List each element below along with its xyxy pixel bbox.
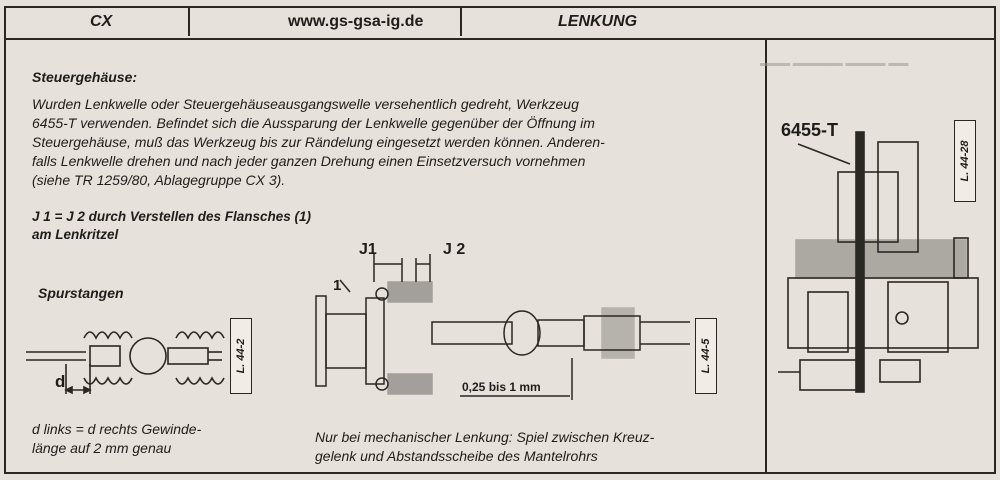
figure-label-l44-28 xyxy=(954,120,976,202)
header-bar xyxy=(6,8,994,40)
flansch-instruction: J 1 = J 2 durch Verstellen des Flansches (1) xyxy=(32,209,311,224)
spurstangen-caption: d links = d rechts Gewinde- xyxy=(32,421,202,437)
figure-label-l44-5 xyxy=(695,318,717,394)
j1-label: J1 xyxy=(359,241,377,258)
steuergehaeuse-line: (siehe TR 1259/80, Ablagegruppe CX 3). xyxy=(32,172,286,188)
spurstangen-caption: länge auf 2 mm genau xyxy=(32,440,172,456)
play-dimension-label: 0,25 bis 1 mm xyxy=(462,380,541,394)
steuergehaeuse-line: falls Lenkwelle drehen und nach jeder ganzen Drehung einen Einsetzversuch vornehmen xyxy=(32,153,586,169)
figure-label-l44-2 xyxy=(230,318,252,394)
dimension-d-label: d xyxy=(55,372,66,391)
figure-label-text: L. 44-5 xyxy=(700,338,712,374)
coupling-caption: gelenk und Abstandsscheibe des Mantelrohrs xyxy=(315,448,598,464)
part-number-1: 1 xyxy=(333,277,342,294)
steuergehaeuse-line: Steuergehäuse, muß das Werkzeug bis zur Rändelung eingesetzt werden können. Anderen- xyxy=(32,134,605,150)
steuergehaeuse-line: 6455-T verwenden. Befindet sich die Aussparung der Lenkwelle gegenüber der Öffnung im xyxy=(32,115,595,131)
coupling-caption: Nur bei mechanischer Lenkung: Spiel zwischen Kreuz- xyxy=(315,429,655,445)
spurstangen-heading: Spurstangen xyxy=(38,285,124,301)
tool-6455-t-label: 6455-T xyxy=(781,120,839,140)
j2-label: J 2 xyxy=(443,241,466,258)
figure-label-text: L. 44-2 xyxy=(235,338,247,374)
steuergehaeuse-line: Wurden Lenkwelle oder Steuergehäuseausgangswelle versehentlich gedreht, Werkzeug xyxy=(32,96,579,112)
flansch-instruction: am Lenkritzel xyxy=(32,227,119,242)
header-website: www.gs-gsa-ig.de xyxy=(288,13,424,30)
figure-label-text: L. 44-28 xyxy=(959,140,971,182)
header-section-title: LENKUNG xyxy=(558,13,638,30)
bleed-through-texture: ▬▬▬ ▬▬▬▬▬ ▬▬▬▬ ▬▬ xyxy=(760,58,909,69)
header-divider xyxy=(188,8,190,36)
tie-rod-diagram xyxy=(26,316,246,406)
steuergehaeuse-heading: Steuergehäuse: xyxy=(32,69,138,85)
header-divider xyxy=(460,8,462,36)
header-model: CX xyxy=(90,13,113,30)
column-divider xyxy=(765,38,767,474)
